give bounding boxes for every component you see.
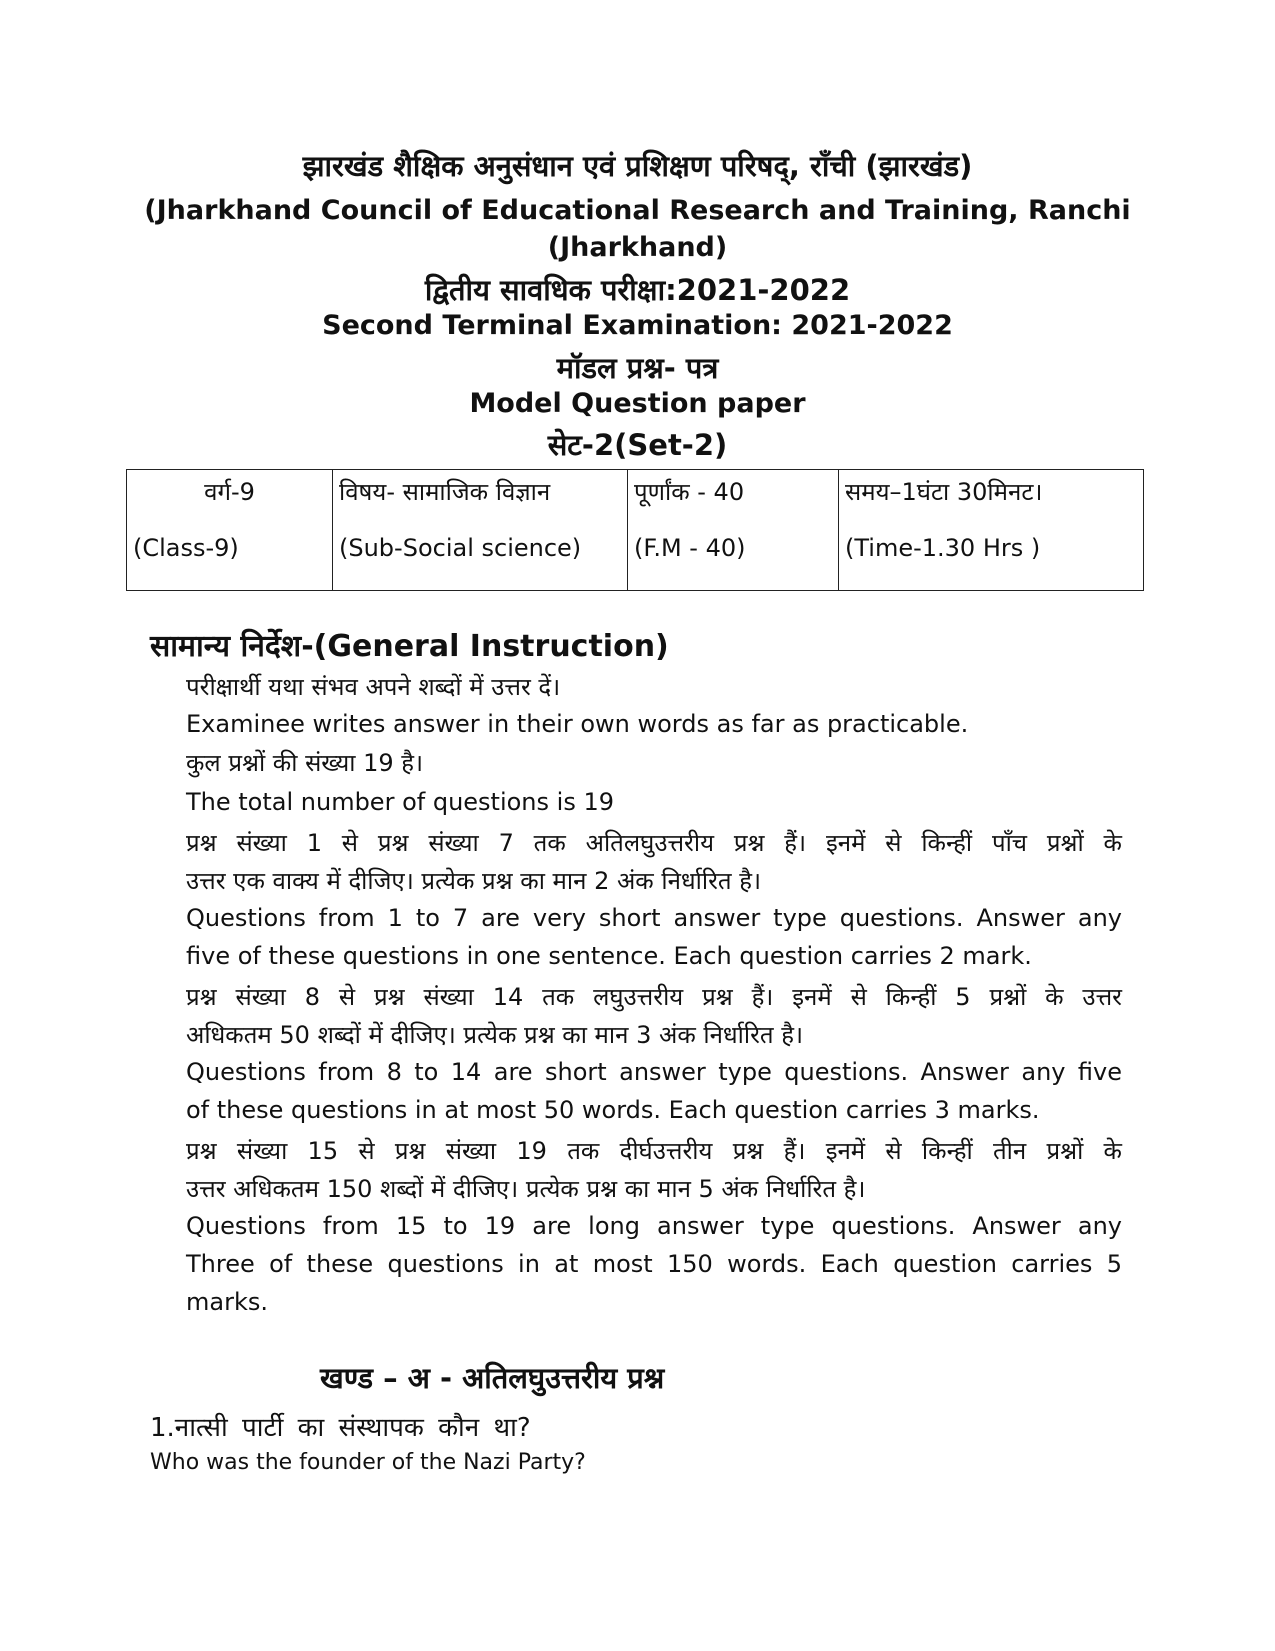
instruction-line: उत्तर एक वाक्य में दीजिए। प्रत्येक प्रश्न का मान 2 अंक निर्धारित है। (186, 867, 762, 895)
question-1-english: Who was the founder of the Nazi Party? (150, 1450, 586, 1475)
instruction-line: अधिकतम 50 शब्दों में दीजिए। प्रत्येक प्रश्न का मान 3 अंक निर्धारित है। (186, 1021, 804, 1049)
set-label: सेट-2(Set-2) (547, 428, 728, 462)
instruction-line: प्रश्न संख्या 15 से प्रश्न संख्या 19 तक दीर्घउत्तरीय प्रश्न हैं। इनमें से किन्हीं तीन प्रश्नों के (186, 1137, 1122, 1165)
time-english: (Time-1.30 Hrs ) (845, 534, 1041, 562)
instruction-line: उत्तर अधिकतम 150 शब्दों में दीजिए। प्रत्येक प्रश्न का मान 5 अंक निर्धारित है। (186, 1175, 866, 1203)
instruction-line: Questions from 8 to 14 are short answer type questions. Answer any five (186, 1058, 1122, 1086)
org-name-english-line1: (Jharkhand Council of Educational Research and Training, Ranchi (144, 195, 1131, 226)
subject-cell (333, 470, 628, 591)
marks-cell (628, 470, 839, 591)
instruction-line: Examinee writes answer in their own words as far as practicable. (186, 710, 969, 738)
class-english: (Class-9) (133, 534, 239, 562)
instruction-line: of these questions in at most 50 words. Each question carries 3 marks. (186, 1096, 1040, 1124)
org-name-hindi: झारखंड शैक्षिक अनुसंधान एवं प्रशिक्षण परिषद्, राँची (झारखंड) (302, 149, 973, 183)
general-instruction-heading: सामान्य निर्देश-(General Instruction) (150, 629, 669, 664)
instruction-line: परीक्षार्थी यथा संभव अपने शब्दों में उत्तर दें। (186, 673, 561, 701)
exam-info-table (126, 469, 1144, 591)
time-cell (839, 470, 1144, 591)
org-name-english-line2: (Jharkhand) (547, 232, 728, 263)
section-a-heading: खण्ड – अ - अतिलघुउत्तरीय प्रश्न (320, 1361, 665, 1395)
time-hindi: समय–1घंटा 30मिनट। (845, 478, 1043, 506)
marks-english: (F.M - 40) (634, 534, 746, 562)
marks-hindi: पूर्णांक - 40 (634, 478, 745, 506)
instruction-line: Three of these questions in at most 150 words. Each question carries 5 (186, 1250, 1122, 1278)
instruction-line: five of these questions in one sentence. Each question carries 2 mark. (186, 942, 1032, 970)
question-1-hindi: 1.नात्सी पार्टी का संस्थापक कौन था? (150, 1413, 531, 1443)
class-hindi: वर्ग-9 (204, 478, 255, 506)
exam-title-english: Second Terminal Examination: 2021-2022 (322, 310, 953, 341)
instruction-line: कुल प्रश्नों की संख्या 19 है। (186, 749, 424, 777)
instruction-line: marks. (186, 1288, 268, 1316)
subject-hindi: विषय- सामाजिक विज्ञान (339, 478, 551, 506)
subject-english: (Sub-Social science) (339, 534, 582, 562)
instruction-line: The total number of questions is 19 (186, 788, 614, 816)
paper-title-hindi: मॉडल प्रश्न- पत्र (556, 351, 719, 385)
instruction-line: Questions from 15 to 19 are long answer type questions. Answer any (186, 1212, 1122, 1240)
paper-title-english: Model Question paper (469, 388, 806, 419)
exam-title-hindi: द्वितीय सावधिक परीक्षा:2021-2022 (424, 273, 851, 307)
class-cell (127, 470, 333, 591)
instruction-line: Questions from 1 to 7 are very short answer type questions. Answer any (186, 904, 1122, 932)
instruction-line: प्रश्न संख्या 1 से प्रश्न संख्या 7 तक अतिलघुउत्तरीय प्रश्न हैं। इनमें से किन्हीं पाँच प्रश्नों के (186, 829, 1122, 857)
instruction-line: प्रश्न संख्या 8 से प्रश्न संख्या 14 तक लघुउत्तरीय प्रश्न हैं। इनमें से किन्हीं 5 प्रश्नों के उत्तर (186, 983, 1122, 1011)
